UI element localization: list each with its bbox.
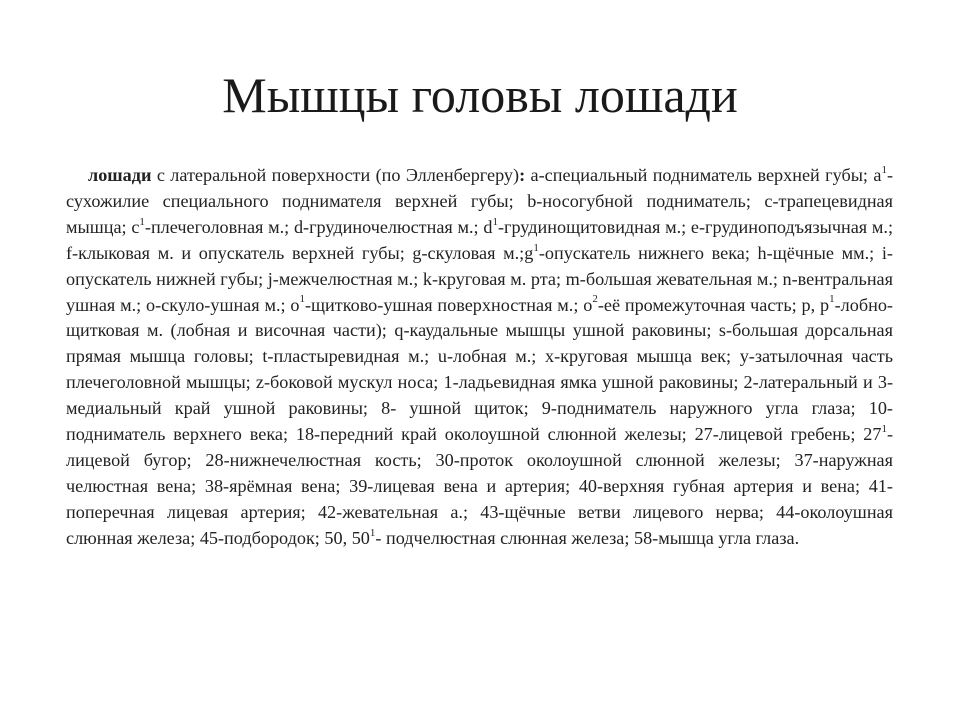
body-segment: -лобно-щитковая м. (лобная и височная части); q-каудальные мышцы ушной раковины; s-большая дорсальная прямая мышца головы; t-пластыревидная м.; u-лобная м.; х-круговая мышца век; у-затылочная часть плечеголовной мышцы; z-боковой мускул носа; 1-ладьевидная ямка ушной раковины; 2-латеральный и 3-медиальный край ушной раковины; 8- ушной щиток; 9-подниматель наружного угла глаза; 10-подниматель верхнего века; 18-передний край околоушной слюнной железы; 27-лицевой гребень; 27 — [66, 294, 893, 445]
lead-bold-word: лошади — [88, 165, 152, 185]
superscript: 1 — [829, 293, 835, 306]
slide-title: Мышцы головы лошади — [222, 67, 738, 123]
superscript: 2 — [592, 293, 598, 306]
superscript: 1 — [881, 423, 887, 435]
body-segment: - подчелюстная слюнная железа; 58-мышца угла глаза. — [375, 527, 800, 548]
superscript: 1 — [533, 241, 539, 254]
body-segment: -лицевой бугор; 28-нижнечелюстная кость; 30-проток околоушной слюнной железы; 37-наружная челюстная вена; 38-ярёмная вена; 39-лицевая вена и артерия; 40-верхняя губная артерия и вена; 41-поперечная лицевая артерия; 42-жевательная а.; 43-щёчные ветви лицевого нерва; 44-околоушная слюнная железа; 45-подбородок; 50, 50 — [66, 424, 893, 548]
slide-body-text — [66, 163, 893, 552]
body-segment: с латеральной поверхности (по Элленбергеру) — [151, 165, 520, 185]
superscript: 1 — [881, 163, 887, 176]
body-segment: -грудинощитовидная м.; е-грудиноподъязычная м.; f-клыковая м. и опускатель верхней губы; g-скуловая м.;g — [66, 216, 893, 263]
body-segment: - сухожилие специального поднимателя верхней губы; b-носогубной подниматель; с-трапецевидная мышца; с — [66, 165, 894, 237]
lead-colon: : — [519, 165, 526, 185]
body-segment: -щитково-ушная поверхностная м.; о — [304, 294, 593, 315]
superscript: 1 — [369, 526, 376, 539]
superscript: 1 — [492, 215, 498, 228]
body-segment: -опускатель нижнего века; h-щёчные мм.; i-опускатель нижней губы; j-межчелюстная м.; k-круговая м. рта; m-большая жевательная м.; n-вентральная ушная м.; о-скуло-ушная м.; о — [66, 242, 893, 315]
body-segment: -её промежуточная часть; р, р — [597, 294, 830, 315]
superscript: 1 — [299, 293, 305, 306]
body-segment: -плечеголовная м.; d-грудиночелюстная м.; d — [144, 216, 493, 237]
superscript: 1 — [139, 215, 145, 228]
body-segment: а-специальный подниматель верхней губы; а — [525, 165, 882, 185]
